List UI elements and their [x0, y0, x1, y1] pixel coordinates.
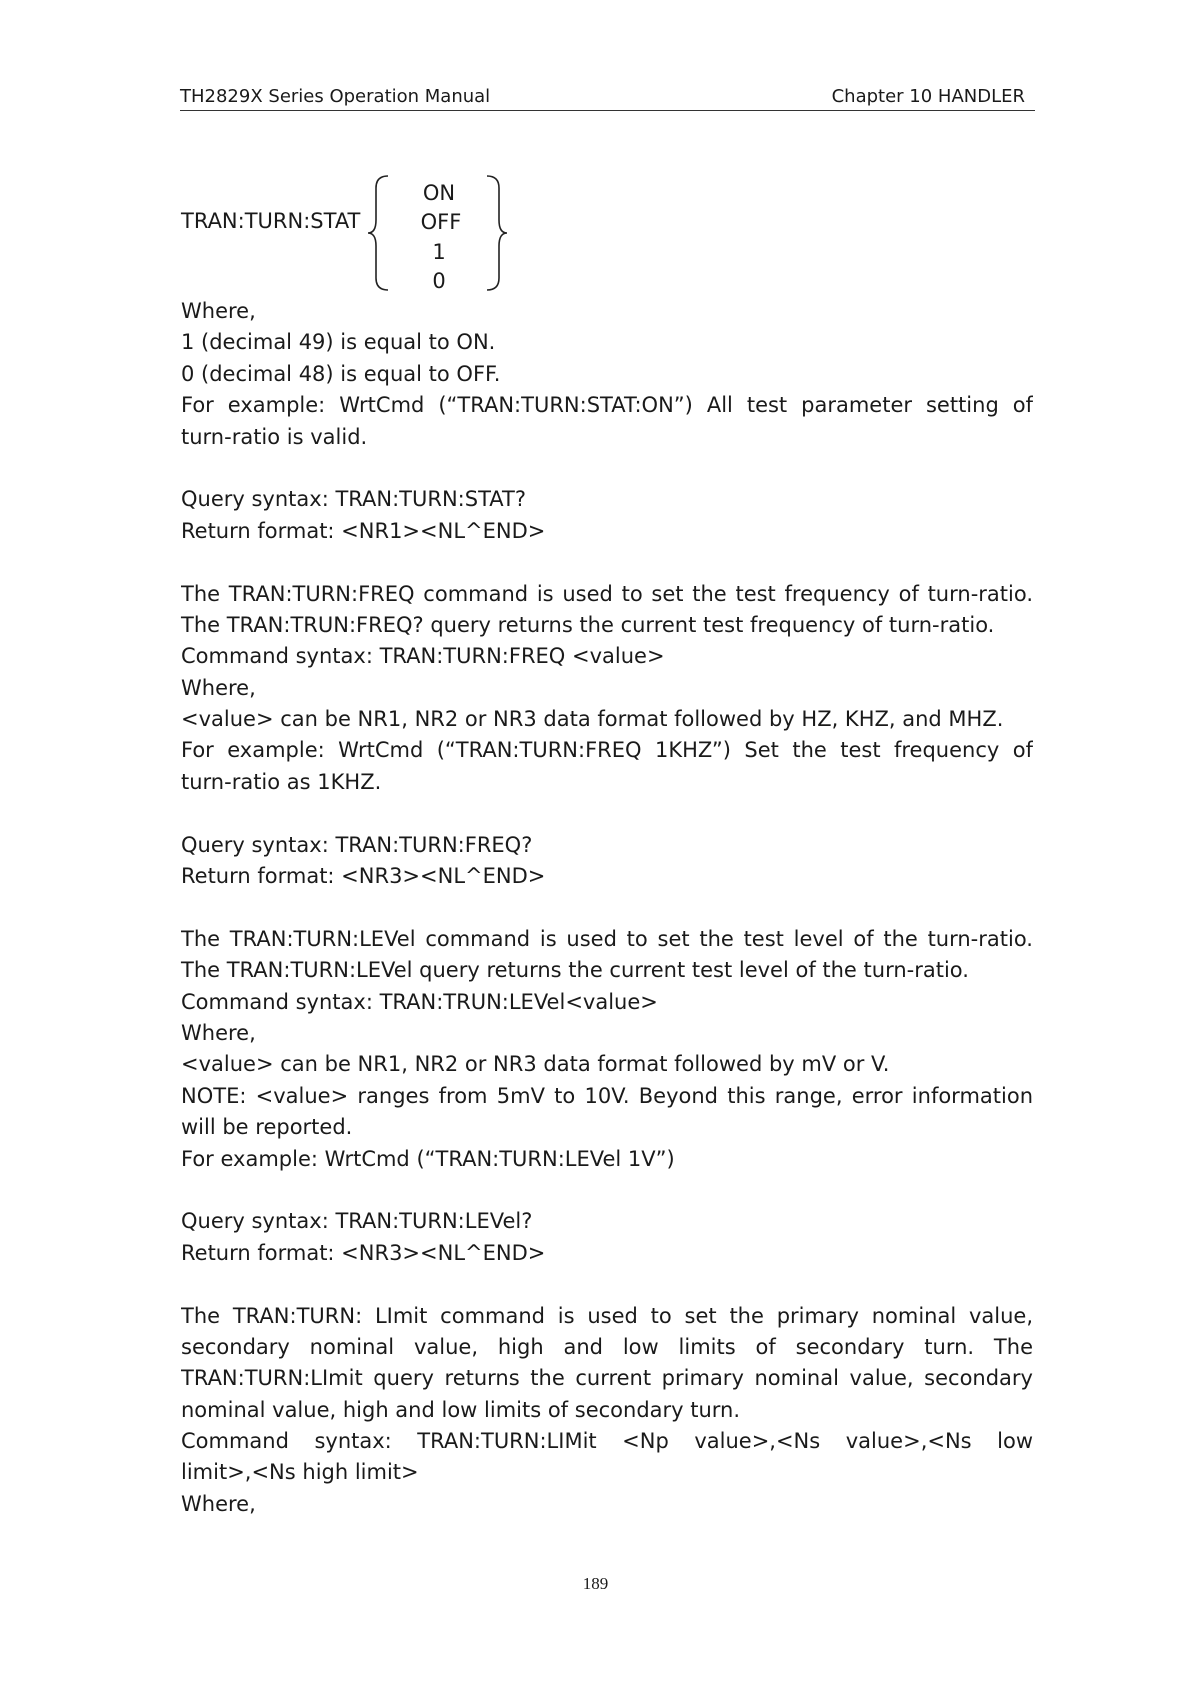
text-line: Command syntax: TRAN:TURN:FREQ <value>	[181, 644, 665, 669]
text-line: <value> can be NR1, NR2 or NR3 data format followed by HZ, KHZ, and MHZ.	[181, 707, 1004, 732]
text-line: turn-ratio as 1KHZ.	[181, 769, 382, 794]
syntax-option-1: 1	[432, 240, 446, 264]
syntax-option-0: 0	[432, 269, 446, 293]
syntax-option-off: OFF	[420, 210, 462, 234]
text-line: The TRAN:TRUN:FREQ? query returns the current test frequency of turn-ratio.	[181, 612, 995, 637]
text-line: secondary nominal value, high and low limits of secondary turn. The	[181, 1334, 1033, 1359]
syntax-command: TRAN:TURN:STAT	[181, 209, 361, 233]
text-line: 0 (decimal 48) is equal to OFF.	[181, 361, 501, 386]
chapter-title: Chapter 10 HANDLER	[831, 86, 1025, 107]
text-line: For example: WrtCmd (“TRAN:TURN:STAT:ON”) All test parameter setting of	[181, 393, 1033, 418]
text-line: Query syntax: TRAN:TURN:FREQ?	[181, 832, 533, 857]
text-line: <value> can be NR1, NR2 or NR3 data format followed by mV or V.	[181, 1052, 890, 1077]
text-line: Where,	[181, 675, 256, 700]
text-line: For example: WrtCmd (“TRAN:TURN:FREQ 1KHZ”) Set the test frequency of	[181, 738, 1033, 763]
text-line: Where,	[181, 1491, 256, 1516]
syntax-diagram	[181, 170, 1033, 296]
text-line: Return format: <NR3><NL^END>	[181, 1240, 546, 1265]
text-line: Return format: <NR3><NL^END>	[181, 864, 546, 889]
text-line: Return format: <NR1><NL^END>	[181, 518, 546, 543]
syntax-option-on: ON	[422, 181, 456, 205]
text-line: Query syntax: TRAN:TURN:STAT?	[181, 487, 526, 512]
page-number: 189	[582, 1574, 609, 1593]
text-line: The TRAN:TURN: LImit command is used to set the primary nominal value,	[181, 1303, 1033, 1328]
manual-title: TH2829X Series Operation Manual	[180, 86, 491, 107]
text-line: NOTE: <value> ranges from 5mV to 10V. Beyond this range, error information	[181, 1083, 1033, 1108]
page-body	[181, 170, 1033, 1520]
text-line: limit>,<Ns high limit>	[181, 1460, 419, 1485]
text-line: 1 (decimal 49) is equal to ON.	[181, 330, 496, 355]
text-line: For example: WrtCmd (“TRAN:TURN:LEVel 1V”)	[181, 1146, 675, 1171]
text-line: The TRAN:TURN:FREQ command is used to set the test frequency of turn-ratio.	[181, 581, 1033, 606]
text-line: Where,	[181, 299, 256, 323]
text-line: Where,	[181, 1020, 256, 1045]
right-brace-icon	[481, 170, 511, 296]
text-line: Command syntax: TRAN:TURN:LIMit <Np value>,<Ns value>,<Ns low	[181, 1429, 1033, 1454]
text-line: will be reported.	[181, 1115, 353, 1140]
text-line: The TRAN:TURN:LEVel query returns the current test level of the turn-ratio.	[181, 958, 969, 983]
text-line: turn-ratio is valid.	[181, 424, 368, 449]
text-line: The TRAN:TURN:LEVel command is used to set the test level of the turn-ratio.	[181, 926, 1033, 951]
text-line: nominal value, high and low limits of secondary turn.	[181, 1397, 741, 1422]
left-brace-icon	[366, 170, 396, 296]
text-line: TRAN:TURN:LImit query returns the current primary nominal value, secondary	[181, 1366, 1033, 1391]
text-line: Query syntax: TRAN:TURN:LEVel?	[181, 1209, 533, 1234]
page-header	[180, 86, 1035, 111]
text-line: Command syntax: TRAN:TRUN:LEVel<value>	[181, 989, 658, 1014]
